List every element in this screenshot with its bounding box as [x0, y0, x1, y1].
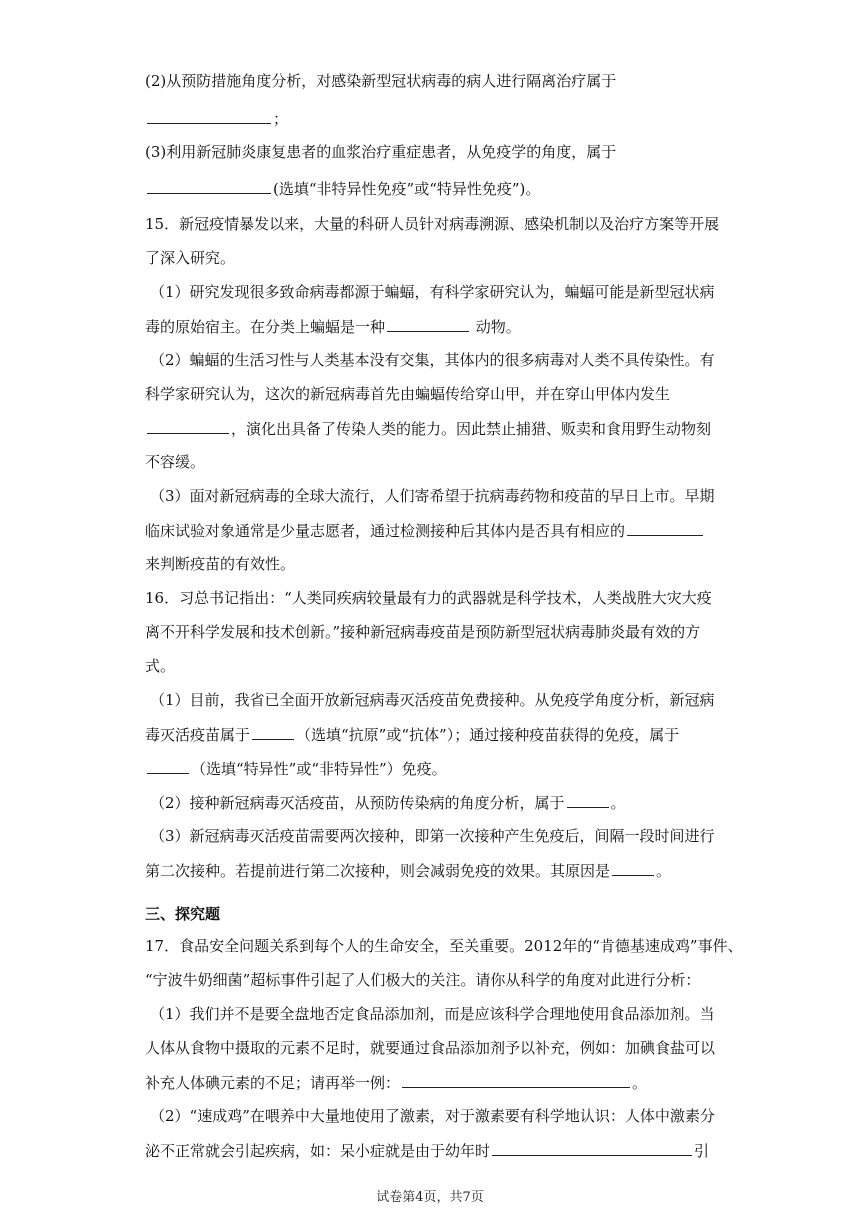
text: 第二次接种。若提前进行第二次接种，则会减弱免疫的效果。其原因是 — [145, 862, 611, 880]
q15-2-line-4 — [145, 452, 725, 472]
text: （2）“速成鸡”在喂养中大量地使用了激素，对于激素要有科学地认识：人体中激素分 — [150, 1107, 715, 1125]
text: （1）目前，我省已全面开放新冠病毒灭活疫苗免费接种。从免疫学角度分析，新冠病 — [150, 691, 715, 709]
text: 15．新冠疫情暴发以来，大量的科研人员针对病毒溯源、感染机制以及治疗方案等开展 — [145, 215, 720, 233]
page-footer: 试卷第4页，共7页 — [376, 1190, 484, 1205]
text: （2）接种新冠病毒灭活疫苗，从预防传染病的角度分析，属于 — [150, 794, 565, 812]
q16-1-line-3 — [145, 758, 725, 779]
text: 。 — [610, 794, 626, 812]
answer-blank[interactable] — [147, 108, 271, 124]
q17-stem-2 — [145, 970, 725, 990]
text: 。 — [632, 1074, 648, 1092]
q17-stem-1 — [145, 936, 743, 956]
text: 毒灭活疫苗属于 — [145, 726, 251, 744]
text: （3）面对新冠病毒的全球大流行，人们寄希望于抗病毒药物和疫苗的早日上市。早期 — [150, 487, 715, 505]
answer-blank[interactable] — [252, 724, 294, 740]
q15-1-line-2 — [145, 316, 725, 337]
q15-stem-1 — [145, 214, 725, 234]
answer-blank[interactable] — [147, 758, 189, 774]
q16-stem-1 — [145, 588, 725, 608]
answer-blank[interactable] — [567, 792, 609, 808]
text: （2）蝙蝠的生活习性与人类基本没有交集，其体内的很多病毒对人类不具传染性。有 — [150, 351, 715, 369]
q15-3-line-2 — [145, 520, 725, 541]
text: 补充人体碘元素的不足；请再举一例： — [145, 1074, 401, 1092]
q14-3-line — [145, 142, 725, 162]
text: 科学家研究认为，这次的新冠病毒首先由蝙蝠传给穿山甲，并在穿山甲体内发生 — [145, 385, 671, 403]
q16-1-line-2 — [145, 724, 725, 745]
text: 动物。 — [471, 318, 521, 336]
q15-3-line-3 — [145, 554, 725, 574]
q16-2-line — [150, 792, 730, 813]
text: （选填“抗原”或“抗体”）；通过接种疫苗获得的免疫，属于 — [296, 726, 680, 744]
q17-1-line-1 — [150, 1004, 730, 1024]
text: 泌不正常就会引起疾病，如：呆小症就是由于幼年时 — [145, 1142, 491, 1160]
answer-blank[interactable] — [492, 1140, 692, 1156]
text: (选填“非特异性免疫”或“特异性免疫”)。 — [273, 180, 541, 198]
text: （1）我们并不是要全盘地否定食品添加剂，而是应该科学合理地使用食品添加剂。当 — [150, 1005, 715, 1023]
text: ； — [273, 110, 289, 128]
text: 人体从食物中摄取的元素不足时，就要通过食品添加剂予以补充，例如：加碘食盐可以 — [145, 1039, 716, 1057]
answer-blank[interactable] — [147, 178, 271, 194]
q17-2-line-1 — [150, 1106, 730, 1126]
q15-2-line-2 — [145, 384, 725, 404]
answer-blank[interactable] — [627, 520, 703, 536]
text: 了深入研究。 — [145, 249, 236, 267]
text: (3)利用新冠肺炎康复患者的血浆治疗重症患者，从免疫学的角度，属于 — [145, 143, 617, 161]
text: 三、探究题 — [145, 905, 221, 923]
q16-3-line-1 — [150, 826, 730, 846]
text: 17．食品安全问题关系到每个人的生命安全，至关重要。2012年的“肯德基速成鸡”事件、 — [145, 937, 743, 955]
text: 离不开科学发展和技术创新。”接种新冠病毒疫苗是预防新型冠状病毒肺炎最有效的方 — [145, 623, 701, 641]
q16-stem-2 — [145, 622, 725, 642]
q17-2-line-2 — [145, 1140, 725, 1161]
text: 式。 — [145, 657, 176, 675]
answer-blank[interactable] — [402, 1072, 630, 1088]
q14-3-answer-line — [145, 178, 725, 199]
q16-1-line-1 — [150, 690, 730, 710]
text: 不容缓。 — [145, 453, 206, 471]
text: “宁波牛奶细菌”超标事件引起了人们极大的关注。请你从科学的角度对此进行分析： — [145, 971, 701, 989]
text: 。 — [656, 862, 672, 880]
q15-1-line-1 — [150, 282, 730, 302]
text: （1）研究发现很多致命病毒都源于蝙蝠，有科学家研究认为，蝙蝠可能是新型冠状病 — [150, 283, 715, 301]
q15-3-line-1 — [150, 486, 730, 506]
answer-blank[interactable] — [147, 418, 229, 434]
q16-3-line-2 — [145, 860, 725, 881]
section-heading — [145, 904, 725, 924]
q14-2-line — [145, 71, 725, 91]
q17-1-line-2 — [145, 1038, 725, 1058]
q17-1-line-3 — [145, 1072, 725, 1093]
text: （3）新冠病毒灭活疫苗需要两次接种，即第一次接种产生免疫后，间隔一段时间进行 — [150, 827, 715, 845]
text: 引 — [694, 1142, 710, 1160]
text: 16．习总书记指出：“人类同疾病较量最有力的武器就是科学技术，人类战胜大灾大疫 — [145, 589, 712, 607]
text: 来判断疫苗的有效性。 — [145, 555, 296, 573]
text: （选填“特异性”或“非特异性”）免疫。 — [191, 760, 447, 778]
answer-blank[interactable] — [612, 860, 654, 876]
q15-stem-2 — [145, 248, 725, 268]
q14-2-answer-line — [145, 108, 725, 129]
answer-blank[interactable] — [387, 316, 469, 332]
q15-2-line-3 — [145, 418, 725, 439]
text: ，演化出具备了传染人类的能力。因此禁止捕猎、贩卖和食用野生动物刻 — [231, 420, 712, 438]
text: 毒的原始宿主。在分类上蝙蝠是一种 — [145, 318, 386, 336]
q15-2-line-1 — [150, 350, 730, 370]
text: 临床试验对象通常是少量志愿者，通过检测接种后其体内是否具有相应的 — [145, 522, 626, 540]
text: (2)从预防措施角度分析，对感染新型冠状病毒的病人进行隔离治疗属于 — [145, 72, 617, 90]
q16-stem-3 — [145, 656, 725, 676]
